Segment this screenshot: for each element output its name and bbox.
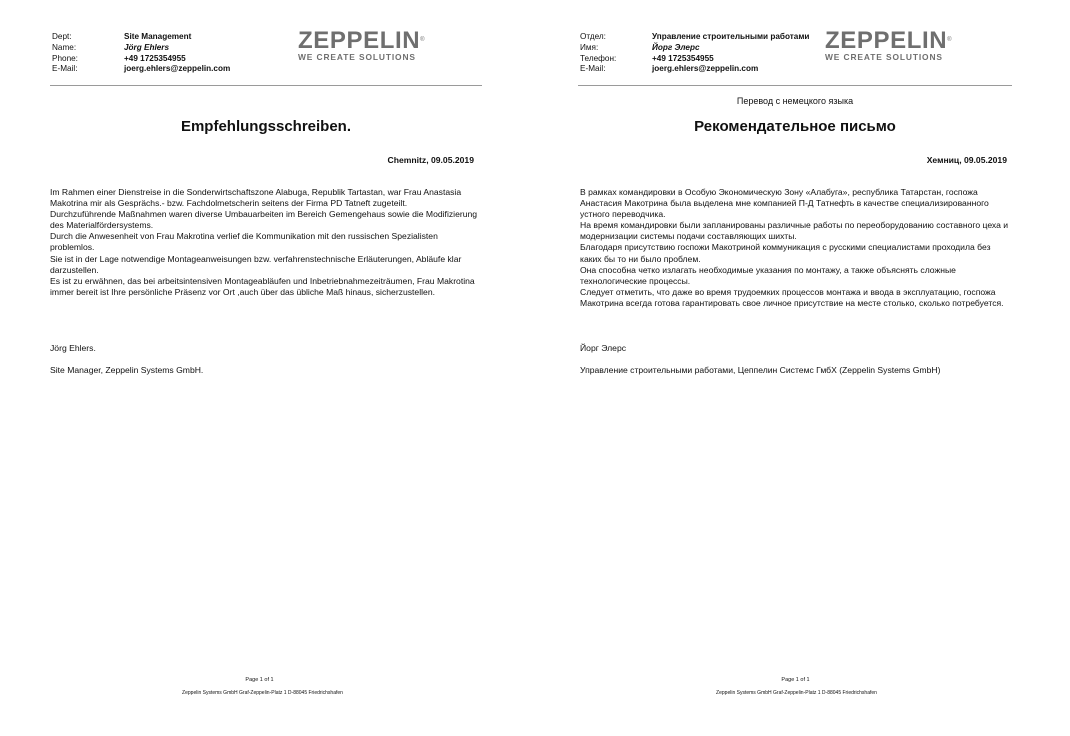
phone-value: +49 1725354955 bbox=[124, 53, 186, 63]
zeppelin-logo bbox=[298, 29, 425, 62]
email-value: joerg.ehlers@zeppelin.com bbox=[652, 64, 759, 74]
zeppelin-logo bbox=[825, 29, 952, 62]
body-paragraph: В рамках командировки в Особую Экономическую Зону «Алабуга», республика Татарстан, госпожа Анастасия Макотрина была выделена мне компанией П-Д Татнефть в качестве специализированного устного переводчика. bbox=[580, 187, 989, 220]
body-paragraph: Durchzuführende Maßnahmen waren diverse Umbauarbeiten im Bereich Gemengehaus sowie die Modifizierung des Materialfördersystems. bbox=[50, 209, 478, 231]
contact-block bbox=[52, 32, 230, 75]
phone-label: Phone: bbox=[52, 53, 78, 63]
logo-wordmark: ZEPPELIN bbox=[298, 27, 421, 54]
header-divider bbox=[50, 85, 482, 86]
page-footer: Zeppelin Systems GmbH Graf-Zeppelin-Platz 1 D-88045 Friedrichshafen bbox=[716, 690, 877, 696]
body-paragraph: Следует отметить, что даже во время трудоемких процессов монтажа и ввода в эксплуатацию, госпожа Макотрина всегда готова гарантировать свое личное присутствие на месте столько, сколько потребуется. bbox=[580, 286, 1004, 308]
registered-mark: ® bbox=[420, 37, 426, 43]
letter-title: Empfehlungsschreiben. bbox=[180, 118, 352, 135]
phone-label: Телефон: bbox=[580, 53, 617, 63]
letter-body bbox=[50, 187, 478, 298]
body-paragraph: Она способна четко излагать необходимые указания по монтажу, а также объяснять сложные технологические процессы. bbox=[580, 264, 956, 286]
name-value: Йорг Элерс bbox=[652, 42, 700, 52]
translation-note: Перевод с немецкого языка bbox=[736, 96, 854, 106]
body-paragraph: На время командировки были запланированы различные работы по переоборудованию составного цеха и модернизации системы подачи составляющих шихты. bbox=[580, 220, 1009, 242]
logo-tagline: WE CREATE SOLUTIONS bbox=[298, 52, 416, 62]
page-number: Page 1 of 1 bbox=[245, 677, 274, 683]
dept-label: Dept: bbox=[52, 32, 72, 41]
name-value: Jörg Ehlers bbox=[124, 42, 170, 52]
email-value: joerg.ehlers@zeppelin.com bbox=[124, 64, 231, 74]
name-label: Имя: bbox=[580, 42, 599, 52]
dept-value: Управление строительными работами bbox=[652, 32, 810, 41]
dept-label: Отдел: bbox=[580, 32, 606, 41]
place-date: Chemnitz, 09.05.2019 bbox=[387, 155, 474, 165]
page-footer: Zeppelin Systems GmbH Graf-Zeppelin-Platz 1 D-88045 Friedrichshafen bbox=[182, 690, 343, 696]
contact-block bbox=[580, 32, 809, 75]
dept-value: Site Management bbox=[124, 32, 192, 41]
body-paragraph: Sie ist in der Lage notwendige Montageanweisungen bzw. verfahrenstechnische Erläuterungen, Abläufe klar darzustellen. bbox=[50, 253, 462, 275]
body-paragraph: Im Rahmen einer Dienstreise in die Sonderwirtschaftszone Alabuga, Republik Tartastan, war Frau Anastasia Makotrina mir als Gesprächs.- bzw. Fachdolmetscherin seitens der Firma PD Tatneft zugeteilt. bbox=[50, 187, 462, 209]
registered-mark: ® bbox=[947, 37, 953, 43]
page-russian bbox=[535, 0, 1070, 736]
body-paragraph: Благодаря присутствию госпожи Макотриной коммуникация с русскими специалистами проходила без каких бы то ни было проблем. bbox=[580, 242, 991, 264]
letter-title: Рекомендательное письмо bbox=[694, 118, 896, 135]
signature-role: Управление строительными работами, Цеппелин Системс ГмбХ (Zeppelin Systems GmbH) bbox=[580, 365, 941, 375]
letter-body bbox=[580, 187, 1010, 309]
logo-wordmark: ZEPPELIN bbox=[825, 27, 948, 54]
phone-value: +49 1725354955 bbox=[652, 53, 714, 63]
email-label: E-Mail: bbox=[52, 64, 78, 74]
body-paragraph: Es ist zu erwähnen, das bei arbeitsintensiven Montageabläufen und Inbetriebnahmezeiträumen, Frau Makrotina immer bereit ist Ihre persönliche Präsenz vor Ort ,auch über das übliche Maß hinaus, sicherzustellen. bbox=[50, 275, 475, 297]
body-paragraph: Durch die Anwesenheit von Frau Makrotina verlief die Kommunikation mit den russischen Spezialisten problemlos. bbox=[50, 231, 438, 253]
name-label: Name: bbox=[52, 42, 77, 52]
signature-role: Site Manager, Zeppelin Systems GmbH. bbox=[50, 365, 204, 375]
logo-tagline: WE CREATE SOLUTIONS bbox=[825, 52, 943, 62]
header-divider bbox=[578, 85, 1012, 86]
place-date: Хемниц, 09.05.2019 bbox=[926, 155, 1007, 165]
email-label: E-Mail: bbox=[580, 64, 606, 74]
signature-name: Jörg Ehlers. bbox=[50, 343, 96, 353]
page-number: Page 1 of 1 bbox=[781, 677, 810, 683]
signature-name: Йорг Элерс bbox=[580, 343, 627, 353]
